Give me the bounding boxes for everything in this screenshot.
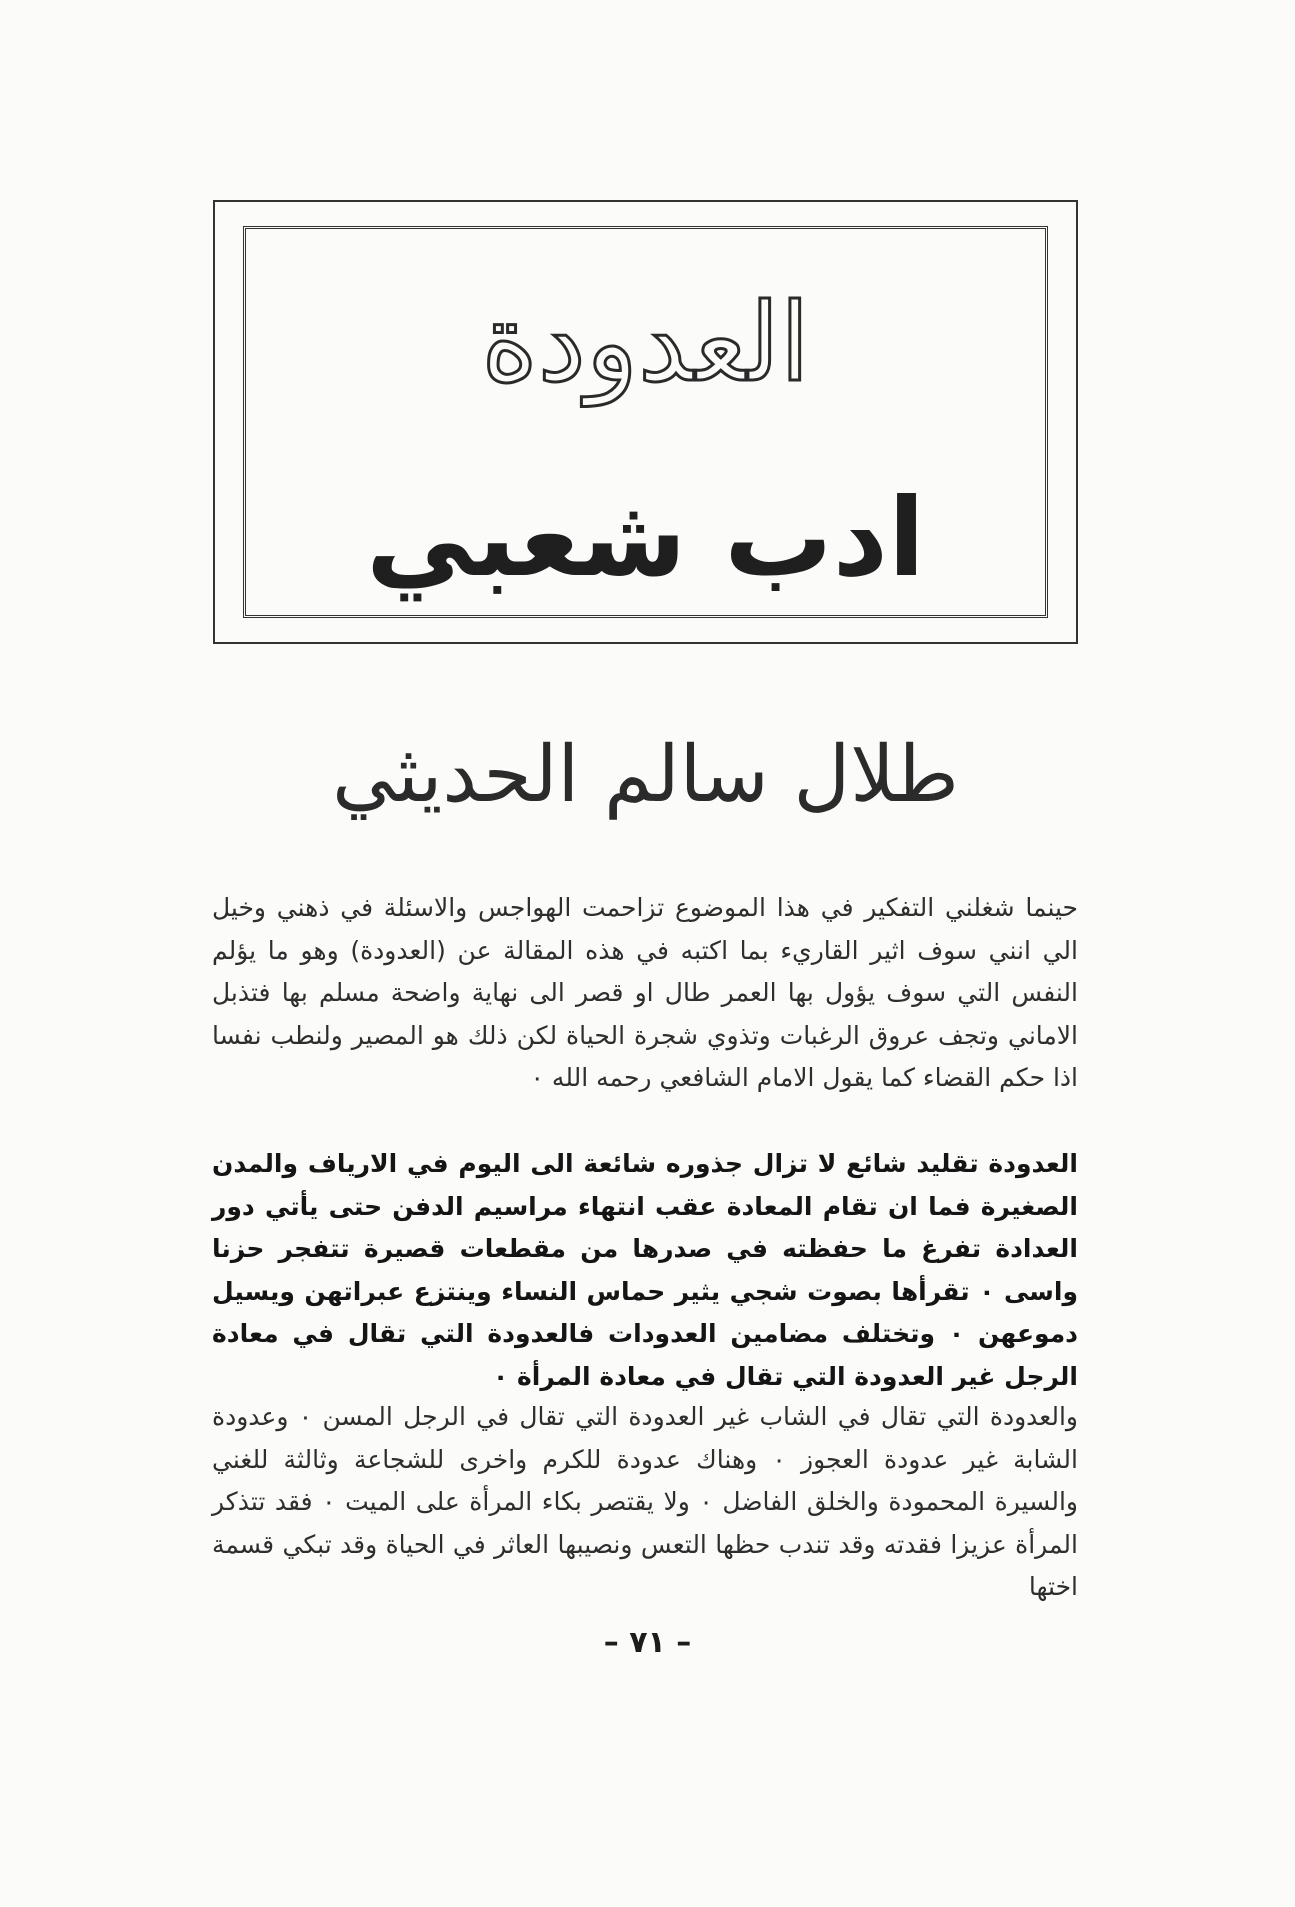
paragraph-bold: العدودة تقليد شائع لا تزال جذوره شائعة الى اليوم في الارياف والمدن الصغيرة فما ان تقام المعادة عقب انتهاء مراسيم الدفن حتى يأتي دور العدادة تفرغ ما حفظته في صدرها من مقطعات قصيرة تتفجر حزنا واسى ٠ تقرأها بصوت شجي يثير حماس النساء وينتزع عبراتهن ويسيل دموعهن ٠ وتختلف مضامين العدودات فالعدودة التي تقال في معادة الرجل غير العدودة التي تقال في معادة المرأة ٠ xyxy=(212,1149,1078,1391)
page-number: – ٧١ – xyxy=(603,1625,692,1660)
masthead-inner-frame xyxy=(243,226,1048,618)
paragraph-intro: حينما شغلني التفكير في هذا الموضوع تزاحمت الهواجس والاسئلة في ذهني وخيل الي انني سوف اثير القاريء بما اكتبه في هذه المقالة عن (العدودة) وهو ما يؤلم النفس التي سوف يؤول بها العمر طال او قصر الى نهاية واضحة مسلم بها فتذبل الاماني وتجف عروق الرغبات وتذوي شجرة الحياة لكن ذلك هو المصير ولنطب نفسا اذا حكم القضاء كما يقول الامام الشافعي رحمه الله ٠ xyxy=(212,893,1078,1092)
paragraph-third: والعدودة التي تقال في الشاب غير العدودة التي تقال في الرجل المسن ٠ وعدودة الشابة غير عدودة العجوز ٠ وهناك عدودة للكرم واخرى للشجاعة وثالثة للغني والسيرة المحمودة والخلق الفاضل ٠ ولا يقتصر بكاء المرأة على الميت ٠ فقد تتذكر المرأة عزيزا فقدته وقد تندب حظها التعس ونصيبها العاثر في الحياة وقد تبكي قسمة اختها xyxy=(212,1402,1079,1601)
masthead-frame xyxy=(213,200,1078,644)
author-name: طلال سالم الحديثي xyxy=(332,730,959,820)
column-title: العدودة xyxy=(481,281,810,406)
section-title: ادب شعبي xyxy=(365,476,926,601)
